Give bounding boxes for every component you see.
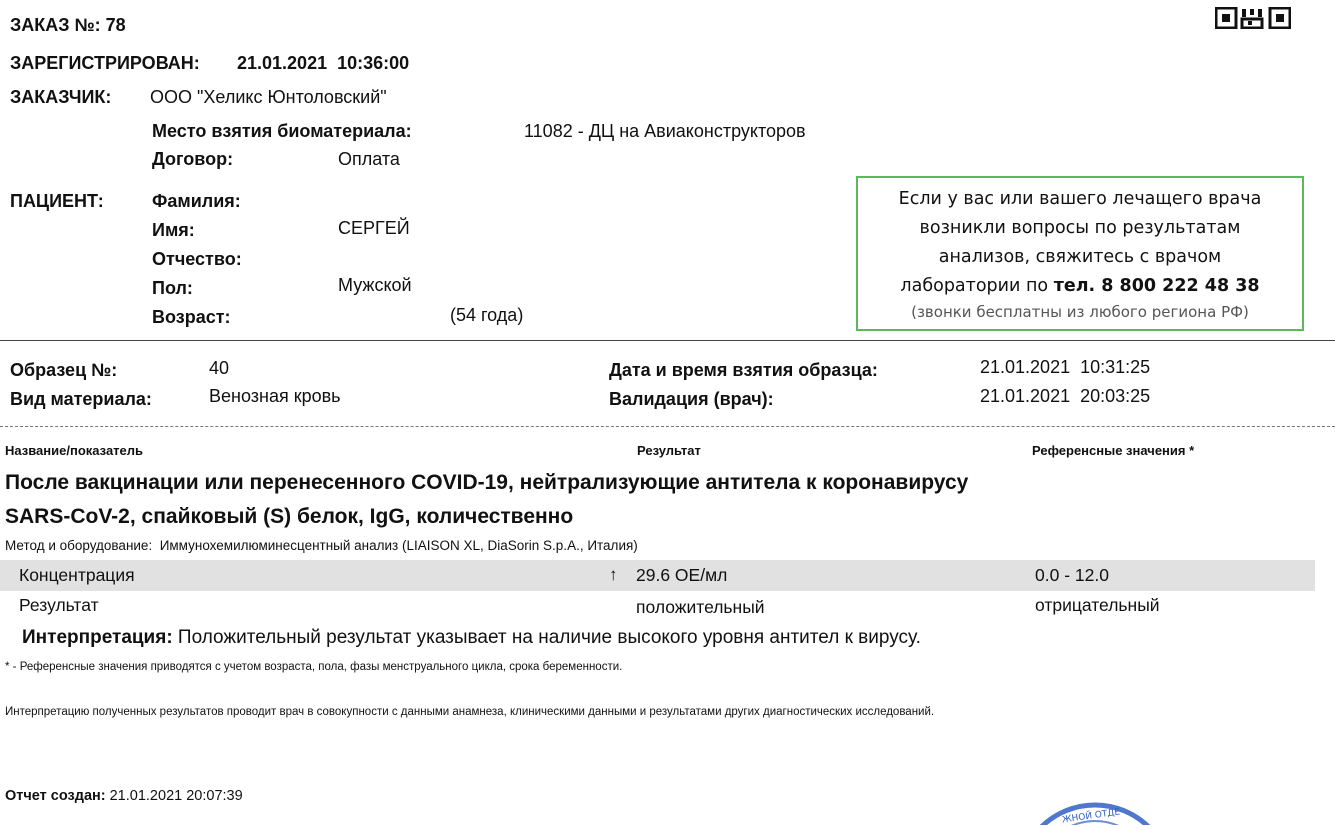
- up-arrow-icon: ↑: [609, 565, 618, 584]
- contract-label: Договор:: [152, 149, 234, 169]
- place-label: Место взятия биоматериала:: [152, 121, 412, 141]
- interpretation: [22, 627, 921, 649]
- note-line-2: возникли вопросы по результатам: [919, 218, 1241, 238]
- registered-value: 21.01.2021 10:36:00: [237, 53, 410, 73]
- patronymic-label: Отчество:: [152, 249, 242, 269]
- sex-value: Мужской: [338, 275, 412, 295]
- report-created: [5, 788, 243, 804]
- note-line-1: Если у вас или вашего лечащего врача: [898, 189, 1262, 209]
- age-label: Возраст:: [152, 307, 231, 327]
- note-line-3: анализов, свяжитесь с врачом: [938, 247, 1222, 267]
- contract-value: Оплата: [338, 149, 400, 169]
- column-header-name: Название/показатель: [5, 443, 144, 458]
- stamp-seal: [1010, 800, 1180, 830]
- patient-label: ПАЦИЕНТ:: [10, 191, 104, 211]
- interpretation-label: Интерпретация:: [22, 627, 173, 648]
- row-1-result: 29.6 ОЕ/мл: [636, 565, 728, 585]
- registered-label: ЗАРЕГИСТРИРОВАН:: [10, 53, 200, 73]
- test-title-line-2: SARS-CoV-2, спайковый (S) белок, IgG, количественно: [5, 505, 574, 528]
- column-header-reference: Референсные значения *: [1032, 443, 1195, 458]
- note-line-5: (звонки бесплатны из любого региона РФ): [911, 303, 1249, 321]
- row-2-result: положительный: [636, 597, 765, 617]
- sex-label: Пол:: [152, 278, 193, 298]
- validation-label: Валидация (врач):: [609, 389, 774, 409]
- row-2-name: Результат: [19, 595, 99, 615]
- validation-value: 21.01.2021 20:03:25: [980, 386, 1151, 406]
- test-title-line-1: После вакцинации или перенесенного COVID-19, нейтрализующие антитела к коронавирусу: [5, 471, 969, 494]
- name-value: СЕРГЕЙ: [338, 218, 410, 238]
- surname-label: Фамилия:: [152, 191, 241, 211]
- qr-code-icon: [1215, 7, 1291, 34]
- material-value: Венозная кровь: [209, 386, 341, 406]
- sample-number-label: Образец №:: [10, 360, 118, 380]
- material-label: Вид материала:: [10, 389, 152, 409]
- interpretation-footnote: Интерпретацию полученных результатов проводит врач в совокупности с данными анамнеза, клиническими данными и результатами других диагностических исследований.: [5, 706, 935, 718]
- row-1-name: Концентрация: [19, 565, 135, 585]
- column-header-result: Результат: [637, 443, 701, 458]
- interpretation-text: Положительный результат указывает на наличие высокого уровня антител к вирусу.: [172, 627, 921, 648]
- row-1-reference: 0.0 - 12.0: [1035, 565, 1109, 585]
- section-divider: [0, 340, 1335, 341]
- note-line-4-prefix: лаборатории по: [900, 276, 1054, 296]
- customer-value: ООО "Хеликс Юнтоловский": [150, 87, 387, 107]
- datetime-label: Дата и время взятия образца:: [609, 360, 878, 380]
- report-created-label: Отчет создан:: [5, 788, 106, 804]
- test-method: Метод и оборудование: Иммунохемилюминесцентный анализ (LIAISON XL, DiaSorin S.p.A., Италия): [5, 538, 638, 553]
- note-phone: тел. 8 800 222 48 38: [1053, 276, 1260, 296]
- customer-label: ЗАКАЗЧИК:: [10, 87, 112, 107]
- sample-number-value: 40: [209, 358, 230, 378]
- dashed-divider: [0, 426, 1335, 427]
- note-line-4: [858, 272, 1302, 301]
- datetime-value: 21.01.2021 10:31:25: [980, 357, 1151, 377]
- row-2-reference: отрицательный: [1035, 595, 1160, 615]
- place-value: 11082 - ДЦ на Авиаконструкторов: [524, 121, 806, 141]
- name-label: Имя:: [152, 220, 195, 240]
- svg-text:ЖНОЙ ОТДЕ: ЖНОЙ ОТДЕ: [1061, 807, 1121, 825]
- reference-footnote: * - Референсные значения приводятся с учетом возраста, пола, фазы менструального цикла, срока беременности.: [5, 661, 623, 673]
- order-number: ЗАКАЗ №: 78: [10, 15, 126, 35]
- contact-note-box: [856, 176, 1304, 331]
- report-created-value: 21.01.2021 20:07:39: [105, 788, 243, 804]
- age-value: (54 года): [450, 305, 524, 325]
